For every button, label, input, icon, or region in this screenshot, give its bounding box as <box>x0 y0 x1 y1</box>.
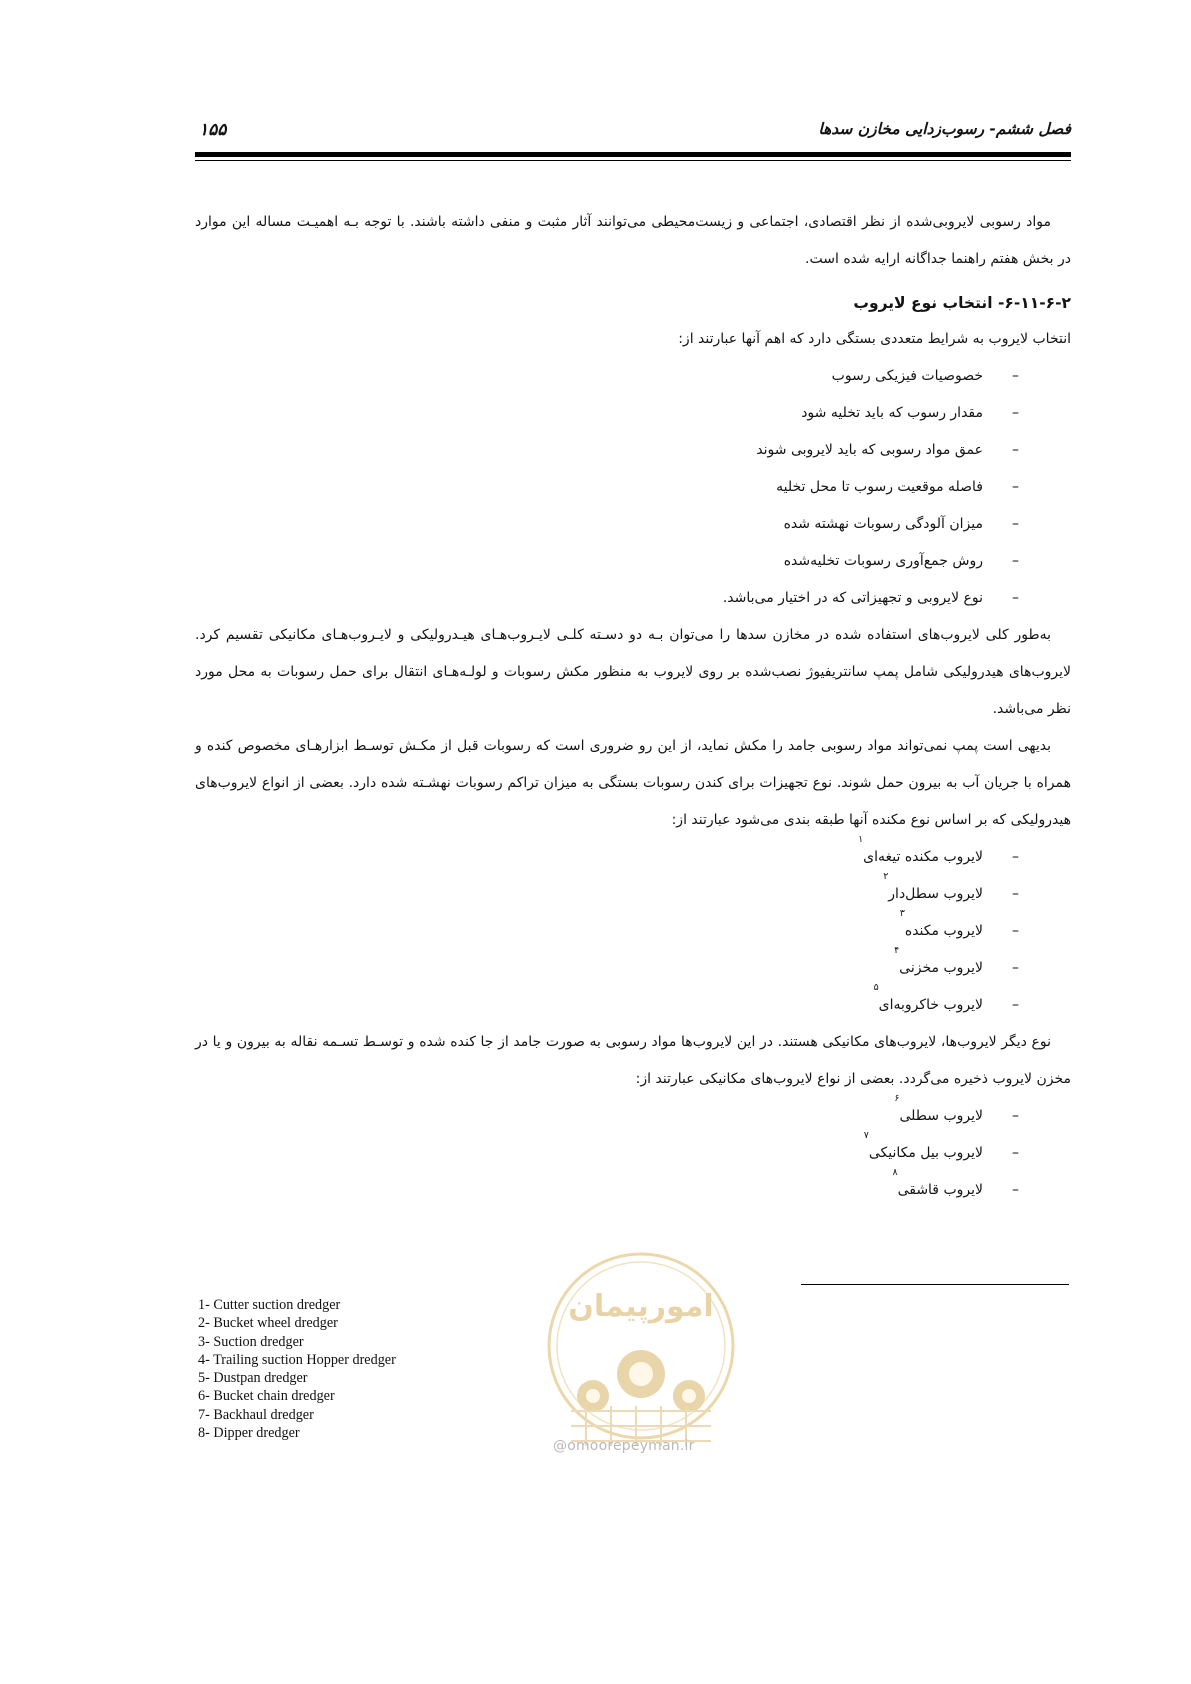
watermark-logo-text: امورپیمان <box>568 1289 714 1324</box>
watermark-site-text: @omoorepeyman.ir <box>553 1438 695 1454</box>
dash-bullet: – <box>1012 849 1019 865</box>
section-number: ۶-۱۱-۶-۲- <box>997 294 1071 312</box>
list-item: –لایروب مکنده$^۳$ <box>195 913 1019 950</box>
list-item: –میزان آلودگی رسوبات نهشته شده <box>195 506 1019 543</box>
list-item: –لایروب مخزنی$^۴$ <box>195 950 1019 987</box>
dash-bullet: – <box>1012 405 1019 421</box>
footnote: 8- Dipper dredger <box>198 1425 300 1442</box>
footnote: 2- Bucket wheel dredger <box>198 1315 338 1332</box>
footnote: 6- Bucket chain dredger <box>198 1388 335 1405</box>
footnote-ref: ۷ <box>863 1130 869 1141</box>
footnote: 4- Trailing suction Hopper dredger <box>198 1351 396 1368</box>
footnote-ref: ۶ <box>894 1093 900 1104</box>
dash-bullet: – <box>1012 1182 1019 1198</box>
page-body <box>195 204 1071 1209</box>
page-number: ۱۵۵ <box>199 120 227 140</box>
watermark-logo <box>541 1246 741 1496</box>
list-item: –فاصله موقعیت رسوب تا محل تخلیه <box>195 469 1019 506</box>
dash-bullet: – <box>1012 590 1019 606</box>
footnote-ref: ۴ <box>894 945 900 956</box>
header-rule-thick <box>195 152 1071 157</box>
section-heading <box>195 285 1071 321</box>
intro-paragraph: مواد رسوبی لایروبی‌شده از نظر اقتصادی، اجتماعی و زیست‌محیطی می‌توانند آثار مثبت و منفی داشته باشند. با توجه بـه اهمیـت مساله این موارد در بخش هفتم راهنما جداگانه ارایه شده است. <box>195 214 1071 267</box>
dash-bullet: – <box>1012 923 1019 939</box>
footnote-ref: ۸ <box>892 1167 898 1178</box>
list-item: –روش جمع‌آوری رسوبات تخلیه‌شده <box>195 543 1019 580</box>
list-item: –لایروب بیل مکانیکی$^۷$ <box>195 1135 1019 1172</box>
page-header <box>195 120 1071 146</box>
list-item: –لایروب سطلی$^۶$ <box>195 1098 1019 1135</box>
section-title: انتخاب نوع لایروب <box>853 294 993 312</box>
list-item: –نوع لایروبی و تجهیزاتی که در اختیار می‌باشد. <box>195 580 1019 617</box>
list-item: –لایروب مکنده تیغه‌ای$^۱$ <box>195 839 1019 876</box>
mechanical-paragraph: نوع دیگر لایروب‌ها، لایروب‌های مکانیکی هستند. در این لایروب‌ها مواد رسوبی به صورت جامد از جا کنده شده و توسـط تسـمه نقاله به بیرون و یا در مخزن لایروب ذخیره می‌گردد. بعضی از نواع لایروب‌های مکانیکی عبارتند از: <box>195 1034 1071 1087</box>
chapter-title: فصل ششم- رسوب‌زدایی مخازن سدها <box>818 120 1071 138</box>
footnote-ref: ۵ <box>873 982 879 993</box>
footnotes <box>198 1296 396 1442</box>
dash-bullet: – <box>1012 997 1019 1013</box>
dash-bullet: – <box>1012 516 1019 532</box>
dash-bullet: – <box>1012 479 1019 495</box>
pump-paragraph: بدیهی است پمپ نمی‌تواند مواد رسوبی جامد را مکش نماید، از این رو ضروری است که رسوبات قبل از مکـش توسـط ابزارهـای مخصوص کنده و همراه با جریان آب به بیرون حمل شوند. نوع تجهیزات برای کندن رسوبات بستگی به میزان تراکم رسوبات نهشـته شده دارد. بعضی از انواع لایروب‌های هیدرولیکی که بر اساس نوع مکنده آنها طبقه بندی می‌شود عبارتند از: <box>195 738 1071 828</box>
list-item: –خصوصیات فیزیکی رسوب <box>195 358 1019 395</box>
list-item: –لایروب سطل‌دار$^۲$ <box>195 876 1019 913</box>
footnote: 1- Cutter suction dredger <box>198 1297 341 1313</box>
dash-bullet: – <box>1012 1108 1019 1124</box>
selection-intro: انتخاب لایروب به شرایط متعددی بستگی دارد که اهم آنها عبارتند از: <box>678 331 1071 347</box>
dash-bullet: – <box>1012 442 1019 458</box>
dash-bullet: – <box>1012 1145 1019 1161</box>
footnote-ref: ۲ <box>883 871 889 882</box>
header-rule-thin <box>195 160 1071 162</box>
dash-bullet: – <box>1012 960 1019 976</box>
footnote: 3- Suction dredger <box>198 1333 304 1350</box>
footnote: 7- Backhaul dredger <box>198 1406 314 1423</box>
footnote-separator <box>801 1284 1069 1285</box>
footnote-ref: ۱ <box>858 834 864 845</box>
list-item: –لایروب خاکروبه‌ای$^۵$ <box>195 987 1019 1024</box>
list-item: –عمق مواد رسوبی که باید لایروبی شوند <box>195 432 1019 469</box>
footnote-ref: ۳ <box>899 908 905 919</box>
list-item: –لایروب قاشقی$^۸$ <box>195 1172 1019 1209</box>
document-page <box>91 0 1191 1556</box>
criteria-list <box>195 358 1071 617</box>
mechanical-dredger-list <box>195 1093 1071 1209</box>
footnote: 5- Dustpan dredger <box>198 1370 308 1387</box>
hydraulic-dredger-list <box>195 834 1071 1024</box>
dash-bullet: – <box>1012 886 1019 902</box>
list-item: –مقدار رسوب که باید تخلیه شود <box>195 395 1019 432</box>
dash-bullet: – <box>1012 368 1019 384</box>
dredger-types-paragraph: به‌طور کلی لایروب‌های استفاده شده در مخازن سدها را می‌توان بـه دو دسـته کلـی لایـروب‌هـای هیـدرولیکی و لایـروب‌هـای مکانیکی تقسیم کرد. لایروب‌های هیدرولیکی شامل پمپ سانتریفیوژ نصب‌شده بر روی لایروب به منظور مکش رسوبات و لولـه‌هـای انتقال برای حمل رسوبات به محل مورد نظر می‌باشد. <box>195 627 1071 717</box>
dash-bullet: – <box>1012 553 1019 569</box>
